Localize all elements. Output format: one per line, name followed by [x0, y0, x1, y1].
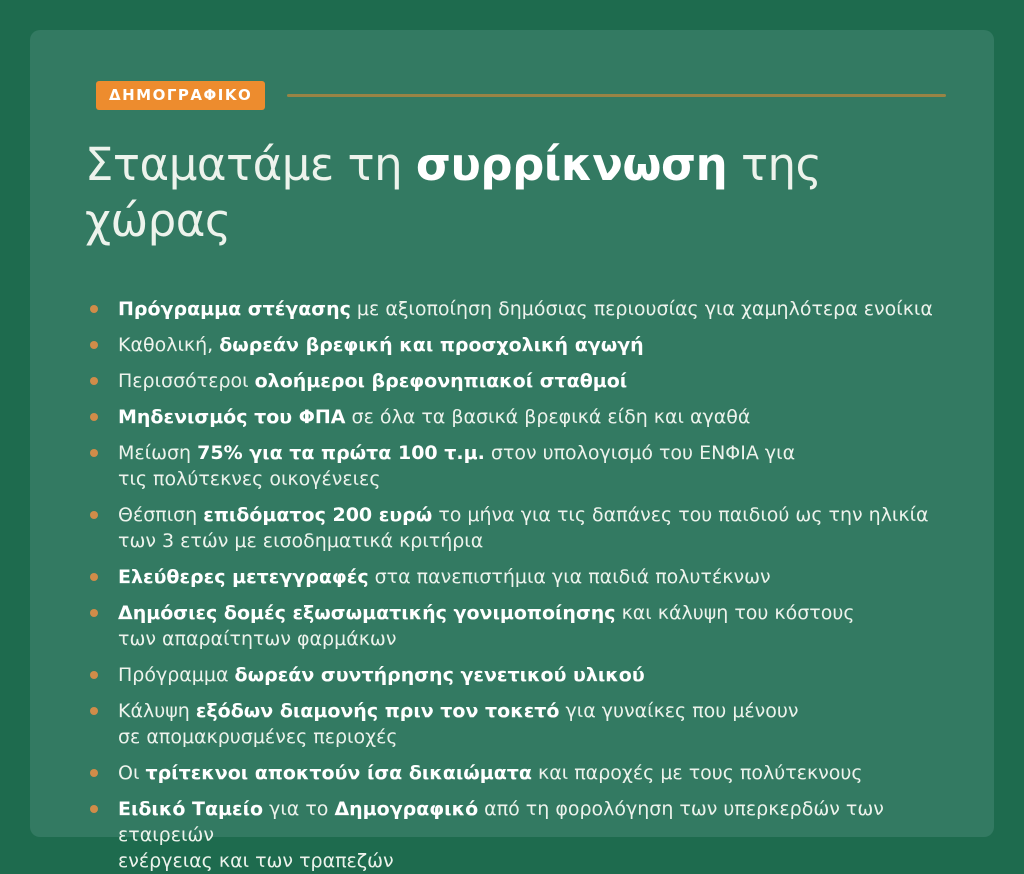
page-title-pre: Σταματάμε τη — [85, 138, 416, 191]
list-item — [85, 502, 946, 554]
bullet-list — [85, 296, 946, 874]
list-item-text: Δημόσιες δομές εξωσωματικής γονιμοποίησης και κάλυψη του κόστους των απαραίτητων φαρμάκων — [118, 601, 855, 650]
bullet-dot-icon — [90, 805, 98, 813]
list-item — [85, 662, 946, 688]
bullet-dot-icon — [90, 305, 98, 313]
list-item-text: Περισσότεροι ολοήμεροι βρεφονηπιακοί σταθμοί — [118, 369, 628, 392]
page-title-bold: συρρίκνωση — [415, 138, 728, 191]
list-item-text: Οι τρίτεκνοι αποκτούν ίσα δικαιώματα και παροχές με τους πολύτεκνους — [118, 761, 863, 784]
list-item-text: Μηδενισμός του ΦΠΑ σε όλα τα βασικά βρεφικά είδη και αγαθά — [118, 405, 751, 428]
list-item — [85, 368, 946, 394]
bullet-dot-icon — [90, 707, 98, 715]
page-title-post: της χώρας — [85, 138, 822, 248]
bullet-dot-icon — [90, 609, 98, 617]
page-title — [85, 137, 946, 250]
list-item — [85, 796, 946, 874]
category-badge: ΔΗΜΟΓΡΑΦΙΚΟ — [96, 81, 265, 110]
bullet-dot-icon — [90, 341, 98, 349]
bullet-dot-icon — [90, 769, 98, 777]
bullet-dot-icon — [90, 377, 98, 385]
list-item — [85, 760, 946, 786]
list-item — [85, 564, 946, 590]
bullet-dot-icon — [90, 449, 98, 457]
list-item-text: Καθολική, δωρεάν βρεφική και προσχολική αγωγή — [118, 333, 644, 356]
list-item-text: Πρόγραμμα στέγασης με αξιοποίηση δημόσιας περιουσίας για χαμηλότερα ενοίκια — [118, 297, 933, 320]
list-item-text: Κάλυψη εξόδων διαμονής πριν τον τοκετό για γυναίκες που μένουν σε απομακρυσμένες περιοχές — [118, 699, 799, 748]
list-item-text: Πρόγραμμα δωρεάν συντήρησης γενετικού υλικού — [118, 663, 645, 686]
list-item — [85, 600, 946, 652]
header-row — [85, 81, 946, 110]
bullet-dot-icon — [90, 413, 98, 421]
list-item — [85, 698, 946, 750]
poster-panel — [30, 30, 994, 872]
list-item-text: Μείωση 75% για τα πρώτα 100 τ.μ. στον υπολογισμό του ΕΝΦΙΑ για τις πολύτεκνες οικογένειες — [118, 441, 796, 490]
bullet-dot-icon — [90, 573, 98, 581]
header-rule-line — [287, 94, 946, 97]
list-item — [85, 404, 946, 430]
list-item — [85, 440, 946, 492]
list-item — [85, 332, 946, 358]
list-item-text: Ειδικό Ταμείο για το Δημογραφικό από τη φορολόγηση των υπερκερδών των εταιρειών ενέργειας και των τραπεζών — [118, 797, 884, 872]
list-item-text: Θέσπιση επιδόματος 200 ευρώ το μήνα για τις δαπάνες του παιδιού ως την ηλικία των 3 ετών με εισοδηματικά κριτήρια — [118, 503, 929, 552]
list-item-text: Ελεύθερες μετεγγραφές στα πανεπιστήμια για παιδιά πολυτέκνων — [118, 565, 771, 588]
bullet-dot-icon — [90, 511, 98, 519]
list-item — [85, 296, 946, 322]
bullet-dot-icon — [90, 671, 98, 679]
